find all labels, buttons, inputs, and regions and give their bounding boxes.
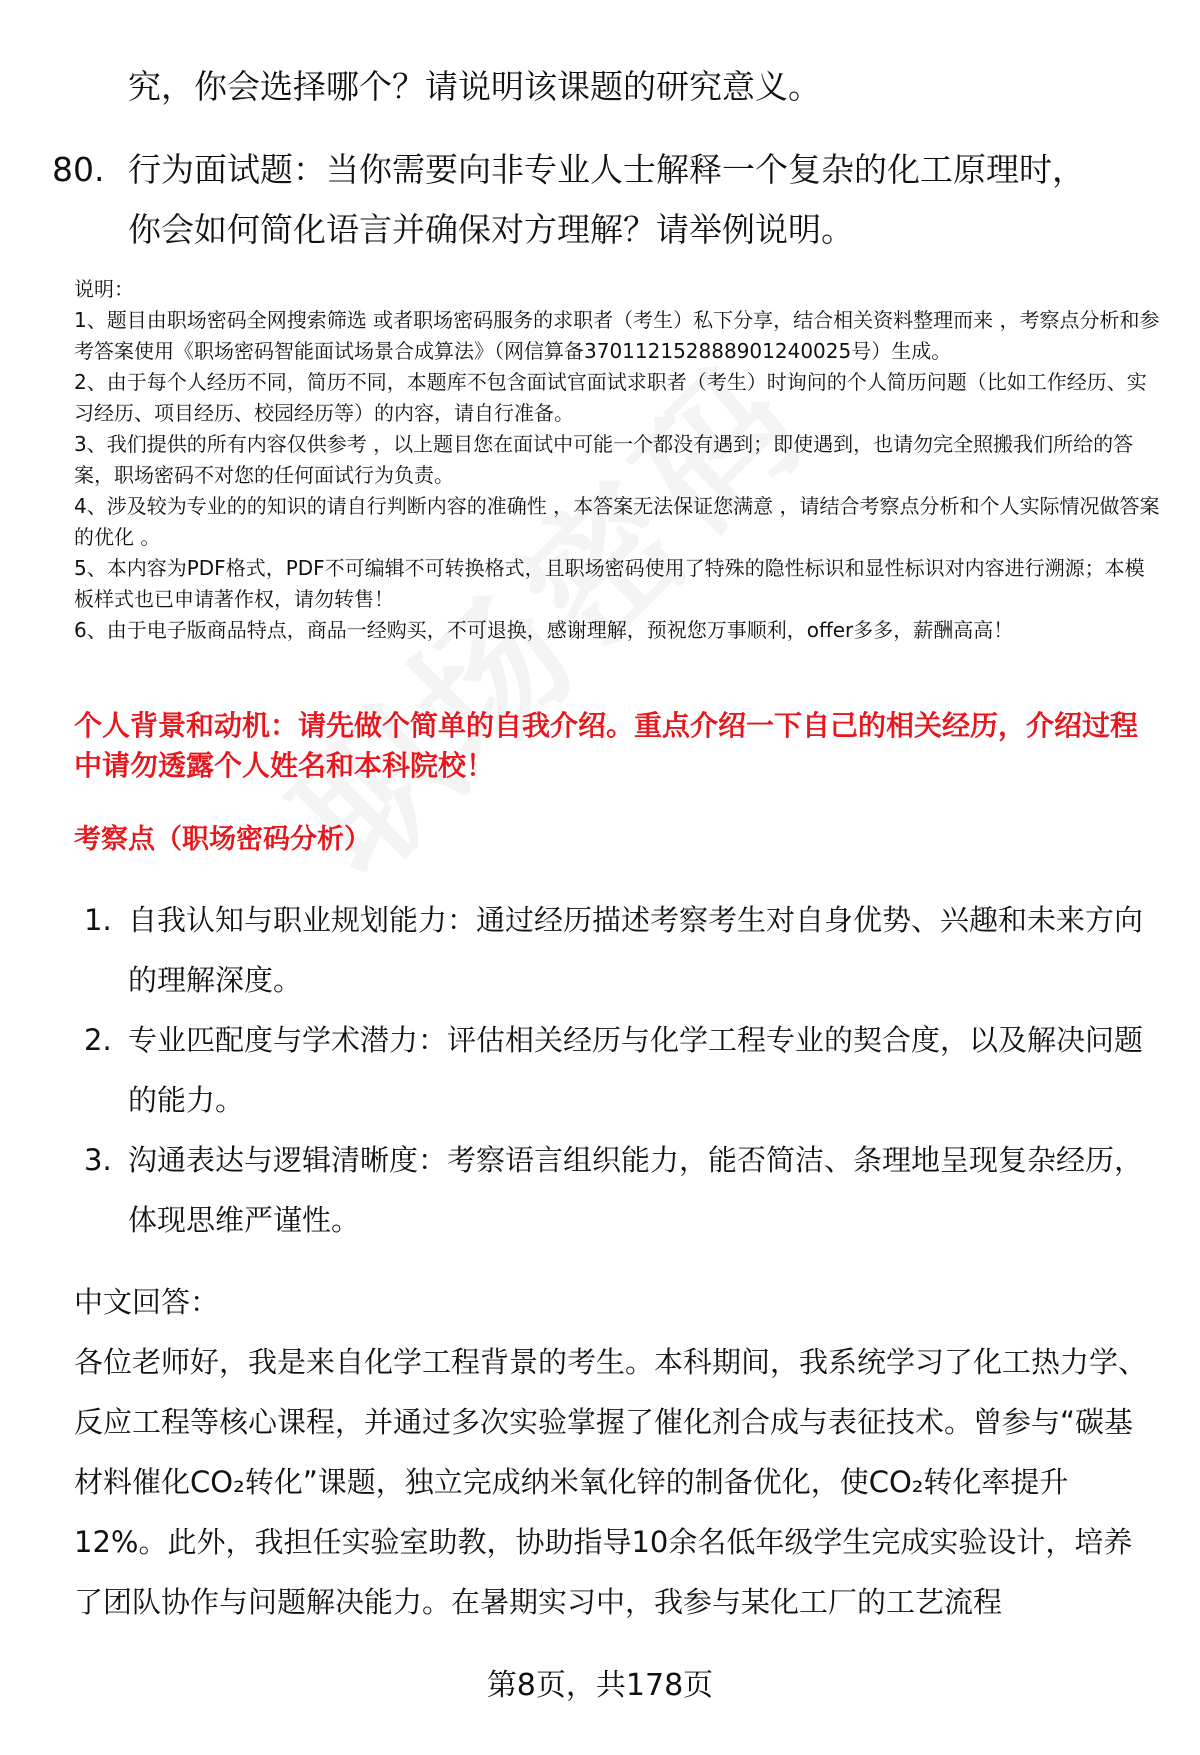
note-item: 4、涉及较为专业的的知识的请自行判断内容的准确性 ，本答案无法保证您满意 ，请结合考察点分析和个人实际情况做答案的优化 。: [74, 494, 1160, 549]
question-number: 80.: [52, 150, 105, 189]
point-text: 沟通表达与逻辑清晰度：考察语言组织能力，能否简洁、条理地呈现复杂经历，体现思维严谨性。: [128, 1143, 1144, 1237]
point-number: 2.: [84, 1023, 112, 1057]
analysis-point: [84, 1010, 1144, 1130]
question-continuation: 究，你会选择哪个？请说明该课题的研究意义。: [128, 67, 821, 106]
note-item: 3、我们提供的所有内容仅供参考 ，以上题目您在面试中可能一个都没有遇到；即使遇到，也请勿完全照搬我们所给的答案，职场密码不对您的任何面试行为负责。: [74, 432, 1134, 487]
answer-label: 中文回答：: [74, 1285, 220, 1319]
point-text: 自我认知与职业规划能力：通过经历描述考察考生对自身优势、兴趣和未来方向的理解深度。: [128, 903, 1144, 997]
notes-title: 说明：: [74, 277, 134, 301]
analysis-title: 考察点（职场密码分析）: [74, 824, 371, 855]
question-80: [52, 140, 1112, 260]
note-item: 5、本内容为PDF格式，PDF不可编辑不可转换格式，且职场密码使用了特殊的隐性标识和显性标识对内容进行溯源；本模板样式也已申请著作权，请勿转售！: [74, 556, 1145, 611]
answer-text: 各位老师好，我是来自化学工程背景的考生。本科期间，我系统学习了化工热力学、反应工程等核心课程，并通过多次实验掌握了催化剂合成与表征技术。曾参与“碳基材料催化CO₂转化”课题，独立完成纳米氧化锌的制备优化，使CO₂转化率提升12%。此外，我担任实验室助教，协助指导10余名低年级学生完成实验设计，培养了团队协作与问题解决能力。在暑期实习中，我参与某化工厂的工艺流程: [74, 1345, 1148, 1619]
note-item: 2、由于每个人经历不同，简历不同，本题库不包含面试官面试求职者（考生）时询问的个人简历问题（比如工作经历、实习经历、项目经历、校园经历等）的内容，请自行准备。: [74, 370, 1147, 425]
analysis-point: [84, 1130, 1144, 1250]
point-number: 3.: [84, 1143, 112, 1177]
note-item: 6、由于电子版商品特点，商品一经购买，不可退换，感谢理解，预祝您万事顺利，offer多多，薪酬高高！: [74, 618, 1014, 642]
page-footer: 第8页，共178页: [486, 1668, 714, 1703]
analysis-point: [84, 890, 1144, 1010]
point-number: 1.: [84, 903, 112, 937]
section-heading: 个人背景和动机：请先做个简单的自我介绍。重点介绍一下自己的相关经历，介绍过程中请勿透露个人姓名和本科院校！: [74, 709, 1139, 782]
point-text: 专业匹配度与学术潜力：评估相关经历与化学工程专业的契合度，以及解决问题的能力。: [128, 1023, 1144, 1117]
note-item: 1、题目由职场密码全网搜索筛选 或者职场密码服务的求职者（考生）私下分享，结合相关资料整理而来 ，考察点分析和参考答案使用《职场密码智能面试场景合成算法》（网信算备370112152888901240025号）生成。: [74, 308, 1160, 363]
notes-block: [74, 274, 1164, 646]
question-text: 行为面试题：当你需要向非专业人士解释一个复杂的化工原理时，你会如何简化语言并确保对方理解？请举例说明。: [128, 150, 1085, 249]
analysis-points: [84, 890, 1144, 1250]
